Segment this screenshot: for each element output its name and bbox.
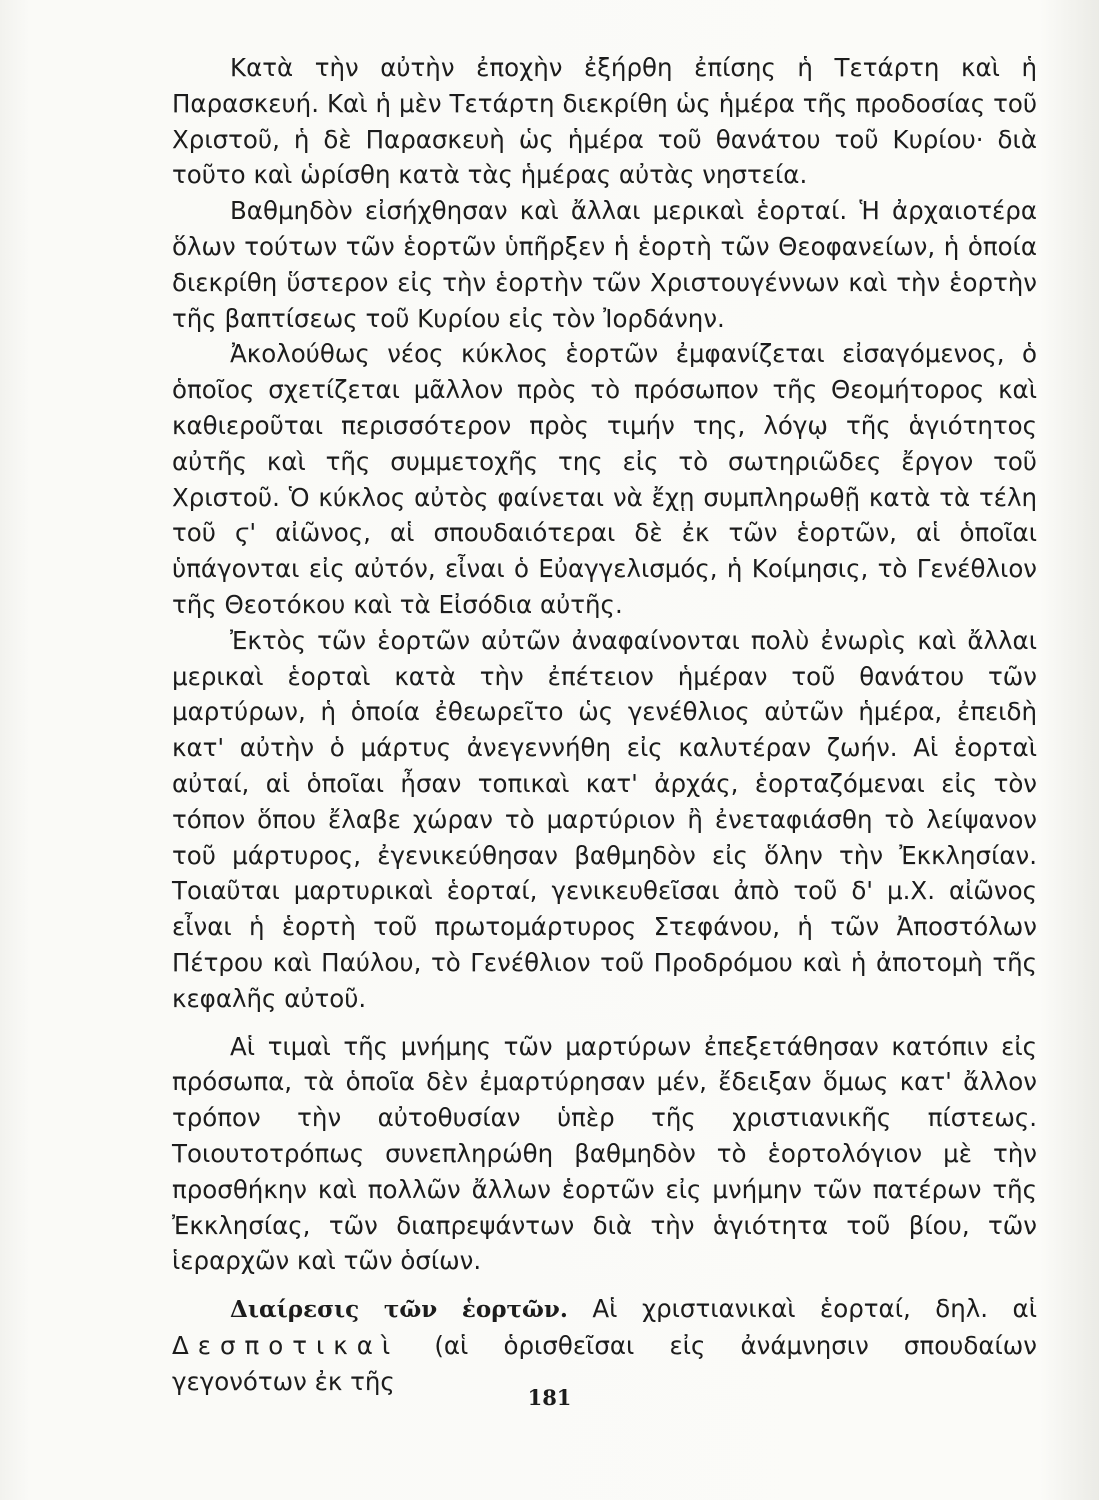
paragraph: Βαθμηδὸν εἰσήχθησαν καὶ ἄλλαι μερικαὶ ἑορταί. Ἡ ἀρχαιοτέρα ὅλων τούτων τῶν ἑορτῶν ὑπῆρξεν ἡ ἑορτὴ τῶν Θεοφανείων, ἡ ὁποία διεκρίθη ὕστερον εἰς τὴν ἑορτὴν τῶν Χριστουγέννων καὶ τὴν ἑορτὴν τῆς βαπτίσεως τοῦ Κυρίου εἰς τὸν Ἰορδάνην. [172, 196, 1037, 333]
section-text-start: Αἱ χριστιανικαὶ ἑορταί, δηλ. αἱ [567, 1294, 1037, 1324]
paragraph: Ἀκολούθως νέος κύκλος ἑορτῶν ἐμφανίζεται εἰσαγόμενος, ὁ ὁποῖος σχετίζεται μᾶλλον πρὸς τὸ πρόσωπον τῆς Θεομήτορος καὶ καθιεροῦται περισσότερον πρὸς τιμήν της, λόγῳ τῆς ἁγιότητος αὐτῆς καὶ τῆς συμμετοχῆς της εἰς τὸ σωτηριῶδες ἔργον τοῦ Χριστοῦ. Ὁ κύκλος αὐτὸς φαίνεται νὰ ἔχῃ συμπληρωθῇ κατὰ τὰ τέλη τοῦ ϛ' αἰῶνος, αἱ σπουδαιότεραι δὲ ἐκ τῶν ἑορτῶν, αἱ ὁποῖαι ὑπάγονται εἰς αὐτόν, εἶναι ὁ Εὐαγγελισμός, ἡ Κοίμησις, τὸ Γενέθλιον τῆς Θεοτόκου καὶ τὰ Εἰσόδια αὐτῆς. [172, 339, 1037, 619]
section-paragraph [172, 1291, 1037, 1399]
paragraph: Κατὰ τὴν αὐτὴν ἐποχὴν ἐξήρθη ἐπίσης ἡ Τετάρτη καὶ ἡ Παρασκευή. Καὶ ἡ μὲν Τετάρτη διεκρίθη ὡς ἡμέρα τῆς προδοσίας τοῦ Χριστοῦ, ἡ δὲ Παρασκευὴ ὡς ἡμέρα τοῦ θανάτου τοῦ Κυρίου· διὰ τοῦτο καὶ ὡρίσθη κατὰ τὰς ἡμέρας αὐτὰς νηστεία. [172, 53, 1037, 190]
paragraph: Ἐκτὸς τῶν ἑορτῶν αὐτῶν ἀναφαίνονται πολὺ ἐνωρὶς καὶ ἄλλαι μερικαὶ ἑορταὶ κατὰ τὴν ἐπέτειον ἡμέραν τοῦ θανάτου τῶν μαρτύρων, ἡ ὁποία ἐθεωρεῖτο ὡς γενέθλιος αὐτῶν ἡμέρα, ἐπειδὴ κατ' αὐτὴν ὁ μάρτυς ἀνεγεννήθη εἰς καλυτέραν ζωήν. Αἱ ἑορταὶ αὐταί, αἱ ὁποῖαι ἦσαν τοπικαὶ κατ' ἀρχάς, ἑορταζόμεναι εἰς τὸν τόπον ὅπου ἔλαβε χώραν τὸ μαρτύριον ἢ ἐνεταφιάσθη τὸ λείψανον τοῦ μάρτυρος, ἐγενικεύθησαν βαθμηδὸν εἰς ὅλην τὴν Ἐκκλησίαν. Τοιαῦται μαρτυρικαὶ ἑορταί, γενικευθεῖσαι ἀπὸ τοῦ δ' μ.Χ. αἰῶνος εἶναι ἡ ἑορτὴ τοῦ πρωτομάρτυρος Στεφάνου, ἡ τῶν Ἀποστόλων Πέτρου καὶ Παύλου, τὸ Γενέθλιον τοῦ Προδρόμου καὶ ἡ ἀποτομὴ τῆς κεφαλῆς αὐτοῦ. [172, 625, 1037, 1013]
section-heading: Διαίρεσις τῶν ἑορτῶν. [230, 1296, 568, 1324]
section-text-end: (αἱ ὁρισθεῖσαι εἰς ἀνάμνησιν σπουδαίων γεγονότων ἐκ τῆς [172, 1330, 1037, 1396]
paragraph: Αἱ τιμαὶ τῆς μνήμης τῶν μαρτύρων ἐπεξετάθησαν κατόπιν εἰς πρόσωπα, τὰ ὁποῖα δὲν ἐμαρτύρησαν μέν, ἔδειξαν ὅμως κατ' ἄλλον τρόπον τὴν αὐτοθυσίαν ὑπὲρ τῆς χριστιανικῆς πίστεως. Τοιουτοτρόπως συνεπληρώθη βαθμηδὸν τὸ ἑορτολόγιον μὲ τὴν προσθήκην καὶ πολλῶν ἄλλων ἑορτῶν εἰς μνήμην τῶν πατέρων τῆς Ἐκκλησίας, τῶν διαπρεψάντων διὰ τὴν ἁγιότητα τοῦ βίου, τῶν ἱεραρχῶν καὶ τῶν ὁσίων. [172, 1031, 1037, 1276]
page-number: 181 [527, 1385, 572, 1410]
body-text [172, 50, 1037, 1399]
spaced-term: Δεσποτικαὶ [172, 1330, 400, 1360]
